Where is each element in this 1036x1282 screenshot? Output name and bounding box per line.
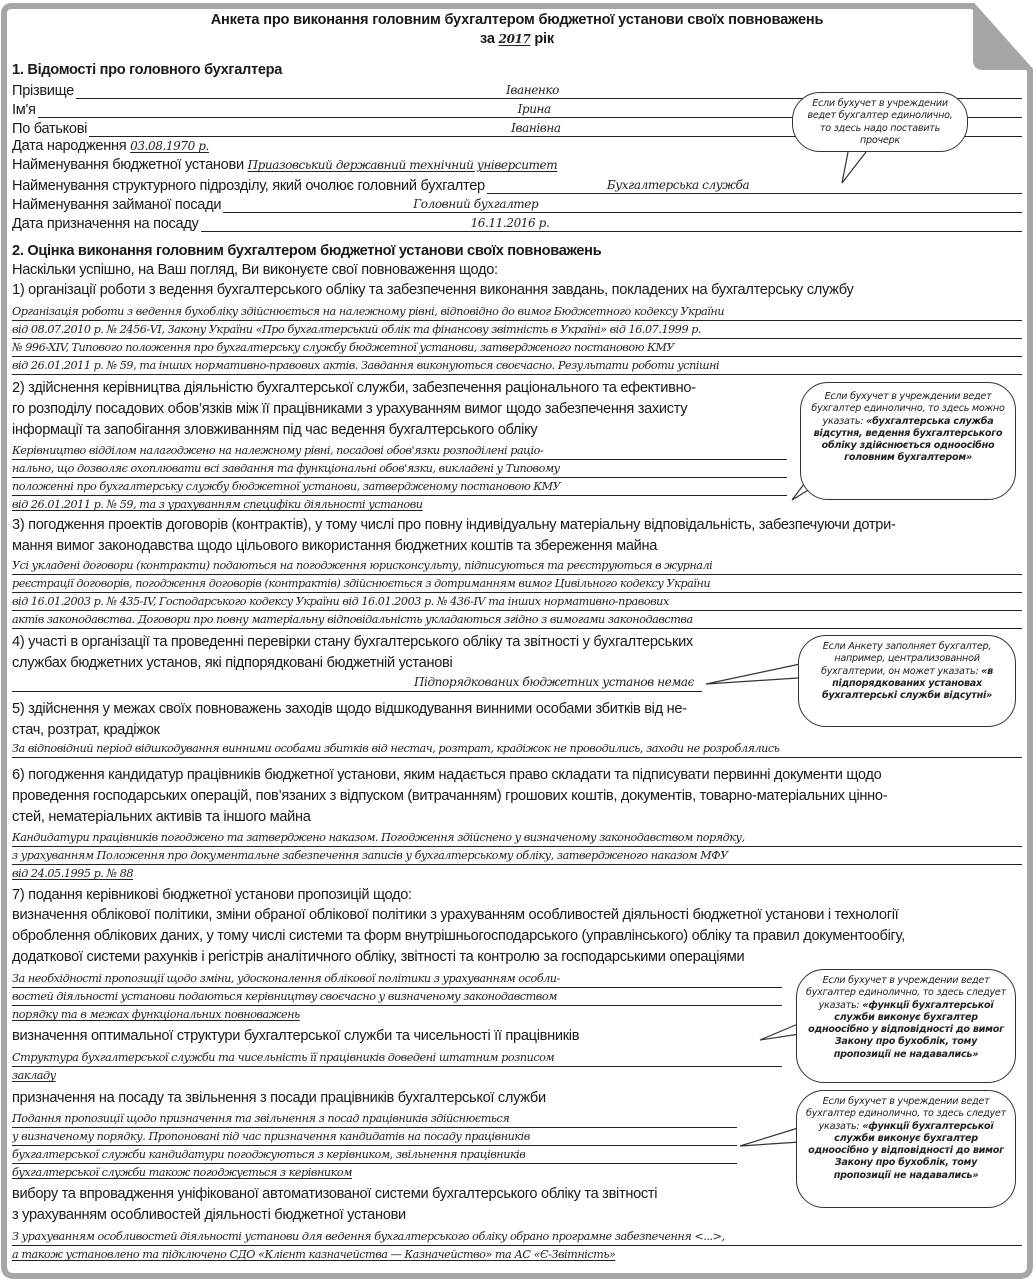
answer-line: від 24.05.1995 р. № 88 <box>12 867 134 880</box>
section-2-heading: 2. Оцінка виконання головним бухгалтером бюджетної установи своїх повноважень <box>12 243 602 259</box>
name-field[interactable]: Ірина <box>38 101 1022 118</box>
question-2 <box>12 378 792 441</box>
answer-line: від 08.07.2010 р. № 2456-VI, Закону України «Про бухгалтерський облік та фінансову звітність в Україні» від 16.07.1999 р. <box>12 321 1022 339</box>
section-1-heading: 1. Відомості про головного бухгалтера <box>12 62 283 78</box>
callout-text: Если бухучет в учреждении ведет бухгалтер единолично, то здесь следует указать: <box>806 975 1006 1011</box>
question-line: го розподілу посадових обов’язків між її працівниками з урахуванням вимог щодо забезпечення захисту <box>12 401 688 417</box>
answer-line: Керівництво відділом налагоджено на належному рівні, посадові обов'язки розподілені раціо- <box>12 442 787 460</box>
question-line: службах бюджетних установ, які підпорядковані бюджетній установі <box>12 655 453 671</box>
question-line: з урахуванням особливостей діяльності бюджетної установи <box>12 1207 406 1223</box>
question-line: вибору та впровадження уніфікованої автоматизованої системи бухгалтерського обліку та звітності <box>12 1186 658 1202</box>
callout-text-bold: «функції бухгалтерської служби виконує бухгалтер одноосібно у відповідності до вимог Закону про бухоблік, тому пропозиції не надавались» <box>808 999 1004 1060</box>
answer-line: Подання пропозиції щодо призначення та звільнення з посад працівників здійснюється <box>12 1110 737 1128</box>
surname-field[interactable]: Іваненко <box>76 82 1022 99</box>
question-line: 3) погодження проектів договорів (контрактів), у тому числі про повну індивідуальну матеріальну відповідальність, забезпечуючи дотри- <box>12 517 896 533</box>
unit-field[interactable]: Бухгалтерська служба <box>487 177 1022 194</box>
callout-text-bold: «функції бухгалтерської служби виконує бухгалтер одноосібно у відповідності до вимог Закону про бухоблік, тому пропозиції не надавались» <box>808 1120 1004 1181</box>
answer-2[interactable] <box>12 442 787 514</box>
answer-line: бухгалтерської служби також погоджується з керівником <box>12 1166 352 1179</box>
callout-note-1 <box>792 92 968 152</box>
callout-note-4 <box>796 969 1016 1083</box>
title-line-2 <box>12 30 1022 49</box>
birth-date-field[interactable]: 03.08.1970 р. <box>130 139 209 153</box>
answer-4[interactable] <box>12 674 702 692</box>
question-line: 4) участі в організації та проведенні перевірки стану бухгалтерського обліку та звітності у бухгалтерських <box>12 634 693 650</box>
question-6 <box>12 765 1022 828</box>
answer-5[interactable] <box>12 740 1022 758</box>
answer-6[interactable] <box>12 829 1022 883</box>
answer-line: востей діяльності установи подаються керівництву своєчасно у визначеному законодавством <box>12 988 782 1006</box>
answer-line: від 26.01.2011 р. № 59, та з урахуванням специфіки діяльності установи <box>12 498 423 511</box>
question-line: визначення облікової політики, зміни обраної облікової політики з урахуванням особливостей діяльності бюджетної установи і технології <box>12 907 899 923</box>
title-line-1: Анкета про виконання головним бухгалтером бюджетної установи своїх повноважень <box>210 12 824 28</box>
answer-7-1[interactable] <box>12 970 782 1024</box>
question-line: мання вимог законодавства щодо цільового використання бюджетних коштів та збереження майна <box>12 538 658 554</box>
callout-note-5 <box>796 1090 1016 1208</box>
answer-line: Організація роботи з ведення бухобліку здійснюється на належному рівні, відповідно до вимог Бюджетного кодексу України <box>12 303 1022 321</box>
document-title <box>12 11 1022 49</box>
question-line: інформації та запобігання зловживанням під час ведення бухгалтерського обліку <box>12 422 538 438</box>
appointment-date-row <box>12 213 1022 232</box>
question-7-sub-4 <box>12 1184 782 1226</box>
answer-line: положенні про бухгалтерську службу бюджетної установи, затвердженому постановою КМУ <box>12 478 787 496</box>
title-prefix: за <box>480 31 495 47</box>
answer-line: від 26.01.2011 р. № 59, та інших нормативно-правових актів. Завдання виконуються своєчасно. Результати роботи успішні <box>12 357 1022 375</box>
callout-note-3 <box>798 635 1016 727</box>
answer-line: Усі укладені договори (контракти) подаються на погодження юрисконсульту, підписуються та реєструються в журналі <box>12 557 1022 575</box>
answer-line: бухгалтерської служби кандидатури погоджуються з керівником, звільнення працівників <box>12 1146 737 1164</box>
answer-line: реєстрації договорів, погодження договорів (контрактів) здійснюється з дотриманням вимог Цивільного кодексу України <box>12 575 1022 593</box>
answer-line: Структура бухгалтерської служби та чисельність її працівників доведені штатним розписом <box>12 1049 782 1067</box>
callout-text-bold: «бухгалтерська служба відсутня, ведення бухгалтерського обліку здійснюється одноосібно головним бухгалтером» <box>813 415 1003 464</box>
question-7-sub-3: призначення на посаду та звільнення з посади працівників бухгалтерської служби <box>12 1090 546 1106</box>
position-row <box>12 194 1022 213</box>
question-4 <box>12 632 792 674</box>
answer-7-4[interactable] <box>12 1228 1022 1264</box>
answer-line: За необхідності пропозиції щодо зміни, удосконалення облікової політики з урахуванням особли- <box>12 970 782 988</box>
callout-text-bold: «в підпорядкованих установах бухгалтерські служби відсутні» <box>821 665 993 702</box>
answer-7-2[interactable] <box>12 1049 782 1085</box>
answer-line: з урахуванням Положення про документальне забезпечення записів у бухгалтерському обліку, затвердженого наказом МФУ <box>12 847 1022 865</box>
question-line: стач, розтрат, крадіжок <box>12 722 160 738</box>
year-field[interactable]: 2017 <box>498 32 531 46</box>
appointment-date-field[interactable]: 16.11.2016 р. <box>201 215 1022 232</box>
answer-line: нально, що дозволяє охоплювати всі завдання та функціональні обов'язки, викладені у Типовому <box>12 460 787 478</box>
birth-date-label: Дата народження <box>12 138 127 154</box>
answer-line: у визначеному порядку. Пропоновані під час призначення кандидатів на посаду працівників <box>12 1128 737 1146</box>
callout-text: Если бухучет в учреждении ведет бухгалтер единолично, то здесь надо поставить прочерк <box>807 98 953 146</box>
institution-row <box>12 156 792 175</box>
answer-line: порядку та в межах функціональних повноважень <box>12 1008 300 1021</box>
section-2-intro: Наскільки успішно, на Ваш погляд, Ви виконуєте свої повноваження щодо: <box>12 262 498 278</box>
question-line: 2) здійснення керівництва діяльністю бухгалтерської служби, забезпечення раціонального та ефективно- <box>12 380 696 396</box>
unit-row <box>12 175 1022 194</box>
callout-text: Если Анкету заполняет бухгалтер, например, централизованной бухгалтерии, он может указать: <box>821 641 992 677</box>
name-label: Ім'я <box>12 102 36 118</box>
question-7: 7) подання керівникові бюджетної установи пропозицій щодо: <box>12 887 412 903</box>
answer-3[interactable] <box>12 557 1022 629</box>
answer-7-3[interactable] <box>12 1110 737 1182</box>
answer-line: закладу <box>12 1069 56 1082</box>
question-line: 6) погодження кандидатур працівників бюджетної установи, яким надається право складати та підписувати первинні документи щодо <box>12 767 882 783</box>
unit-label: Найменування структурного підрозділу, який очолює головний бухгалтер <box>12 178 485 194</box>
answer-line: Кандидатури працівників погоджено та затверджено наказом. Погодження здійснено у визначеному законодавством порядку, <box>12 829 1022 847</box>
question-1: 1) організації роботи з ведення бухгалтерського обліку та забезпечення виконання завдань, покладених на бухгалтерську службу <box>12 282 854 298</box>
answer-line: За відповідний період відшкодування винними особами збитків від нестач, розтрат, крадіжок не проводились, заходи не розроблялись <box>12 740 1022 758</box>
surname-label: Прізвище <box>12 83 75 99</box>
answer-line: № 996-XIV, Типового положення про бухгалтерську службу бюджетної установи, затвердженого постановою КМУ <box>12 339 1022 357</box>
question-line: проведення господарських операцій, пов’язаних з відпуском (витрачанням) грошових коштів, документів, товарно-матеріальних цінно- <box>12 788 888 804</box>
patronymic-label: По батькові <box>12 121 88 137</box>
answer-line: від 16.01.2003 р. № 435-IV, Господарського кодексу України від 16.01.2003 р. № 436-IV та інших нормативно-правових <box>12 593 1022 611</box>
question-5 <box>12 699 792 741</box>
answer-line: а також установлено та підключено СДО «Клієнт казначейства — Казначейство» та АС «Є-Звітність» <box>12 1248 616 1261</box>
appointment-date-label: Дата призначення на посаду <box>12 216 199 232</box>
callout-note-2 <box>800 382 1016 500</box>
question-3 <box>12 515 1022 557</box>
answer-line: З урахуванням особливостей діяльності установи для ведення бухгалтерського обліку обрано програмне забезпечення <...>, <box>12 1228 1022 1246</box>
birth-date-row <box>12 137 712 156</box>
answer-1[interactable] <box>12 303 1022 375</box>
position-label: Найменування займаної посади <box>12 197 222 213</box>
question-line: стей, нематеріальних активів та іншого майна <box>12 809 311 825</box>
institution-label: Найменування бюджетної установи <box>12 157 244 173</box>
question-7-sub-2: визначення оптимальної структури бухгалтерської служби та чисельності її працівників <box>12 1028 580 1044</box>
callout-text: Если бухучет в учреждении ведет бухгалтер единолично, то здесь можно указать: <box>811 391 1005 427</box>
question-7-sub-1 <box>12 905 1022 968</box>
answer-line: Підпорядкованих бюджетних установ немає <box>12 674 702 692</box>
title-suffix: рік <box>534 31 554 47</box>
callout-text: Если бухучет в учреждении ведет бухгалтер единолично, то здесь следует указать: <box>806 1096 1006 1132</box>
institution-field[interactable]: Приазовський державний технічний університет <box>247 158 558 172</box>
patronymic-field[interactable]: Іванівна <box>89 120 1022 137</box>
position-field[interactable]: Головний бухгалтер <box>223 196 1022 213</box>
answer-line: актів законодавства. Договори про повну матеріальну відповідальність укладаються згідно з вимогами законодавства <box>12 611 1022 629</box>
question-line: 5) здійснення у межах своїх повноважень заходів щодо відшкодування винними особами збитків від не- <box>12 701 687 717</box>
question-line: оброблення облікових даних, у тому числі системи та форм внутрішньогосподарського (управлінського) обліку та правил документообігу, <box>12 928 905 944</box>
question-line: додаткової системи рахунків і регістрів аналітичного обліку, звітності та контролю за господарськими операціями <box>12 949 745 965</box>
